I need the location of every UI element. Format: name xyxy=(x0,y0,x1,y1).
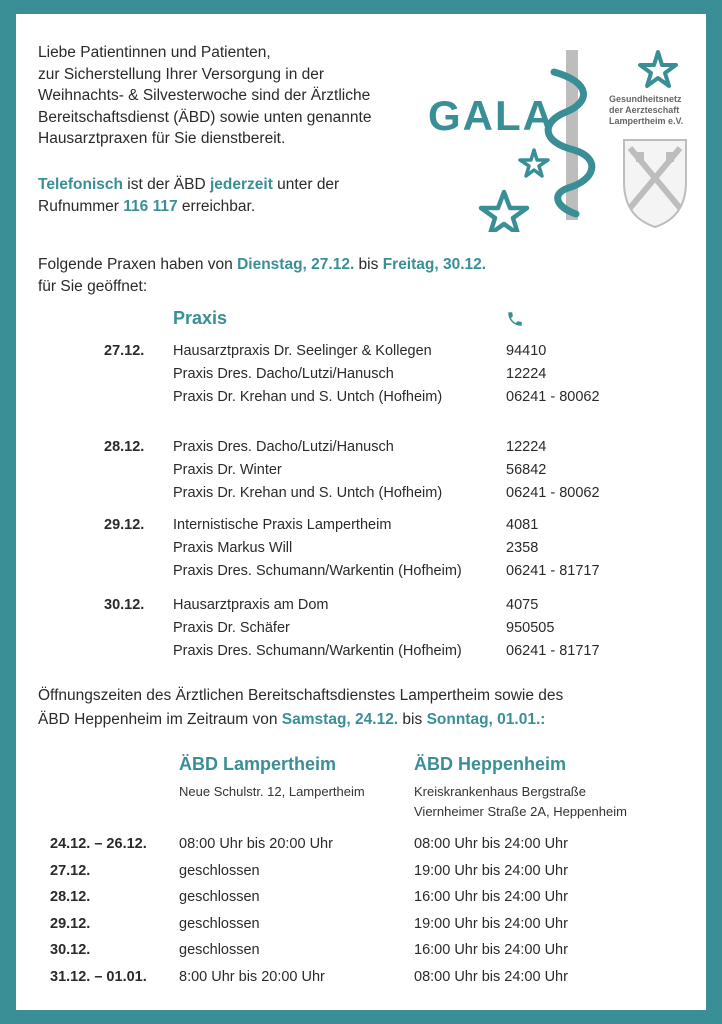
org-name-line: der Aerzteschaft xyxy=(609,105,680,115)
hours-heppenheim: 19:00 Uhr bis 24:00 Uhr xyxy=(414,862,568,879)
praxis-phone: 56842 xyxy=(506,462,547,478)
praxis-phone: 06241 - 80062 xyxy=(506,485,600,501)
praxen-intro-text: bis xyxy=(354,256,383,273)
hours-date: 27.12. xyxy=(50,862,91,879)
org-name xyxy=(609,94,683,127)
gala-logo-text: GALA xyxy=(428,92,555,139)
abd-intro-text: bis xyxy=(398,711,427,728)
phone-icon xyxy=(506,310,524,328)
hours-lampertheim: geschlossen xyxy=(179,862,260,879)
abd-intro-text: Öffnungszeiten des Ärztlichen Bereitschaftsdienstes Lampertheim sowie des xyxy=(38,687,564,704)
praxis-day-date: 30.12. xyxy=(104,597,145,613)
intro-line: Bereitschaftsdienst (ÄBD) sowie unten genannte xyxy=(38,108,372,126)
praxis-day-date: 27.12. xyxy=(104,343,145,359)
hours-heppenheim: 08:00 Uhr bis 24:00 Uhr xyxy=(414,968,568,985)
phone-highlight: jederzeit xyxy=(209,176,273,193)
praxis-phone: 4075 xyxy=(506,597,539,613)
praxis-name: Praxis Dr. Krehan und S. Untch (Hofheim) xyxy=(173,389,443,405)
abd-lampertheim-title: ÄBD Lampertheim xyxy=(179,754,337,774)
praxis-phone: 06241 - 81717 xyxy=(506,563,600,579)
praxen-intro-text: für Sie geöffnet: xyxy=(38,277,148,295)
hours-heppenheim: 16:00 Uhr bis 24:00 Uhr xyxy=(414,942,568,958)
hours-row xyxy=(16,836,706,863)
praxis-name: Praxis Dres. Schumann/Warkentin (Hofheim) xyxy=(173,643,462,659)
hours-row xyxy=(16,916,706,943)
intro-text xyxy=(38,42,428,150)
praxis-name: Internistische Praxis Lampertheim xyxy=(173,517,392,533)
hours-heppenheim: 19:00 Uhr bis 24:00 Uhr xyxy=(414,915,568,932)
praxis-names xyxy=(173,436,442,505)
abd-intro-text: ÄBD Heppenheim im Zeitraum von xyxy=(38,711,282,728)
praxis-day-date: 29.12. xyxy=(104,517,145,533)
praxis-name: Hausarztpraxis am Dom xyxy=(173,597,329,613)
poster-card xyxy=(16,14,706,1010)
org-name-line: Lampertheim e.V. xyxy=(609,116,684,126)
praxis-phone: 2358 xyxy=(506,540,539,556)
praxis-phones xyxy=(506,436,600,505)
praxis-names xyxy=(173,594,462,663)
praxis-name: Praxis Dres. Dacho/Lutzi/Hanusch xyxy=(173,366,394,382)
phone-info xyxy=(38,174,428,217)
hours-row xyxy=(16,969,706,996)
intro-line: Hausarztpraxen für Sie dienstbereit. xyxy=(38,130,286,147)
praxis-name: Hausarztpraxis Dr. Seelinger & Kollegen xyxy=(173,343,432,359)
abd-lampertheim-address: Neue Schulstr. 12, Lampertheim xyxy=(179,784,365,799)
praxis-names xyxy=(173,340,442,409)
phone-text: Rufnummer xyxy=(38,197,124,215)
praxen-intro-text: Folgende Praxen haben von xyxy=(38,256,238,273)
hours-row xyxy=(16,889,706,916)
praxis-name: Praxis Markus Will xyxy=(173,540,293,556)
hours-date: 30.12. xyxy=(50,942,91,958)
phone-number: 116 117 xyxy=(123,197,178,215)
intro-line: Liebe Patientinnen und Patienten, xyxy=(38,44,271,61)
address-line: Kreiskrankenhaus Bergstraße xyxy=(414,784,586,799)
date-highlight: Dienstag, 27.12. xyxy=(237,256,355,273)
praxis-phone: 4081 xyxy=(506,517,539,533)
praxis-phones xyxy=(506,340,600,409)
abd-heppenheim-title: ÄBD Heppenheim xyxy=(414,754,567,774)
praxis-phones xyxy=(506,514,600,583)
date-highlight: Samstag, 24.12. xyxy=(281,711,399,728)
gala-logo xyxy=(416,32,706,232)
hours-date: 31.12. – 01.01. xyxy=(50,968,147,985)
praxis-day-date: 28.12. xyxy=(104,439,145,455)
date-highlight: Sonntag, 01.01.: xyxy=(426,711,546,728)
star-icon xyxy=(520,150,548,176)
hours-lampertheim: 8:00 Uhr bis 20:00 Uhr xyxy=(179,968,325,985)
hours-row xyxy=(16,863,706,890)
praxis-phones xyxy=(506,594,600,663)
praxis-phone: 12224 xyxy=(506,366,547,382)
hours-heppenheim: 08:00 Uhr bis 24:00 Uhr xyxy=(414,836,568,852)
intro-line: Weihnachts- & Silvesterwoche sind der Ärztliche xyxy=(38,87,371,104)
star-icon xyxy=(481,192,527,232)
praxis-name: Praxis Dr. Krehan und S. Untch (Hofheim) xyxy=(173,485,443,501)
star-icon xyxy=(640,52,676,86)
praxis-phone: 06241 - 81717 xyxy=(506,643,600,659)
phone-text: erreichbar. xyxy=(177,197,256,215)
org-name-line: Gesundheitsnetz xyxy=(609,94,682,104)
praxis-phone: 94410 xyxy=(506,343,547,359)
hours-date: 24.12. – 26.12. xyxy=(50,836,147,852)
praxis-name: Praxis Dres. Dacho/Lutzi/Hanusch xyxy=(173,439,394,455)
hours-lampertheim: geschlossen xyxy=(179,915,260,932)
hours-row xyxy=(16,942,706,969)
praxis-name: Praxis Dr. Winter xyxy=(173,462,282,478)
abd-intro xyxy=(38,684,698,732)
hours-table xyxy=(16,836,706,995)
praxis-phone: 950505 xyxy=(506,620,555,636)
phone-text: unter der xyxy=(272,176,340,193)
praxis-header: Praxis xyxy=(173,308,228,328)
date-highlight: Freitag, 30.12. xyxy=(382,256,487,273)
abd-heppenheim-address xyxy=(414,782,627,822)
praxis-names xyxy=(173,514,462,583)
hours-lampertheim: geschlossen xyxy=(179,942,260,958)
praxis-name: Praxis Dres. Schumann/Warkentin (Hofheim) xyxy=(173,563,462,579)
hours-lampertheim: geschlossen xyxy=(179,889,260,905)
praxis-phone: 12224 xyxy=(506,439,547,455)
praxis-name: Praxis Dr. Schäfer xyxy=(173,620,290,636)
hours-lampertheim: 08:00 Uhr bis 20:00 Uhr xyxy=(179,836,333,852)
phone-text: ist der ÄBD xyxy=(122,176,210,193)
address-line: Viernheimer Straße 2A, Heppenheim xyxy=(414,804,627,819)
intro-line: zur Sicherstellung Ihrer Versorgung in der xyxy=(38,65,325,83)
hours-date: 29.12. xyxy=(50,915,91,932)
praxis-phone: 06241 - 80062 xyxy=(506,389,600,405)
hours-date: 28.12. xyxy=(50,889,91,905)
phone-highlight: Telefonisch xyxy=(38,176,123,193)
hours-heppenheim: 16:00 Uhr bis 24:00 Uhr xyxy=(414,889,568,905)
praxen-intro xyxy=(38,254,688,297)
